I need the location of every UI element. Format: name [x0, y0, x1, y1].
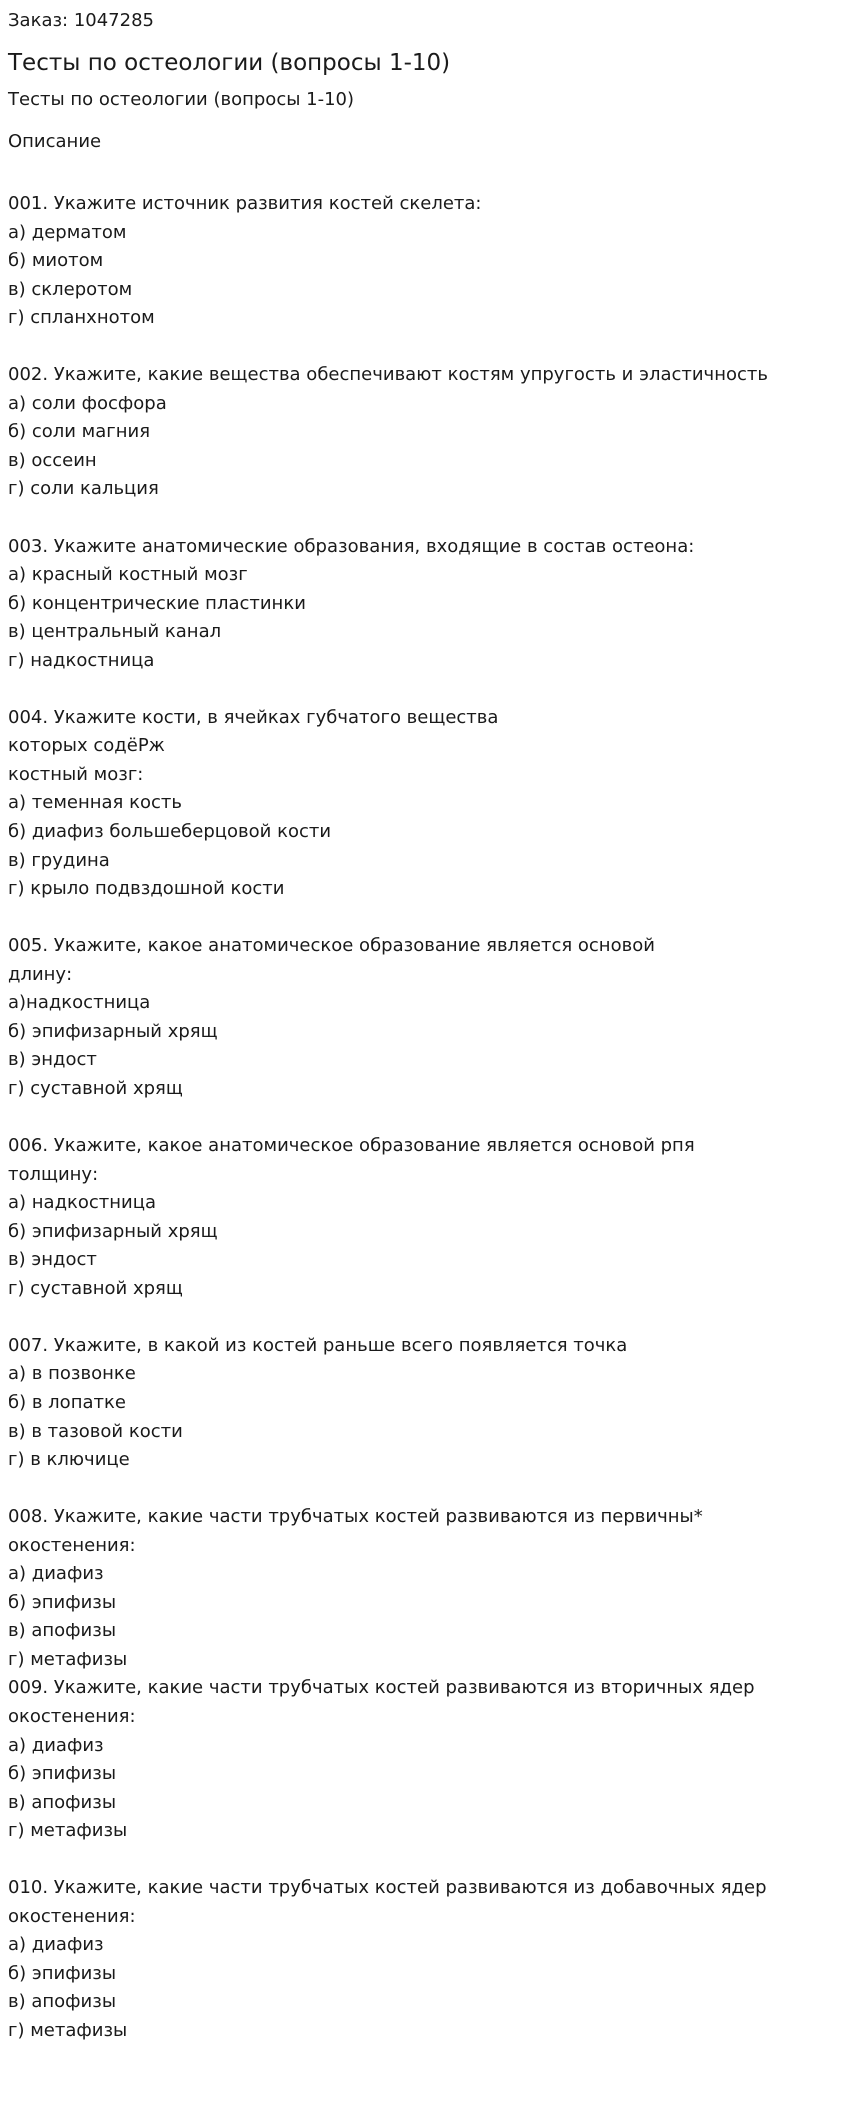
description-line: в) грудина — [8, 849, 110, 871]
description-line: б) соли магния — [8, 421, 151, 443]
description-line: в) апофизы — [8, 1991, 117, 2013]
description-body — [8, 190, 768, 2046]
description-line: б) эпифизы — [8, 1763, 117, 1785]
blank-line — [8, 904, 768, 933]
description-line: в) в тазовой кости — [8, 1420, 183, 1442]
description-line: 005. Укажите, какое анатомическое образование является основой — [8, 935, 655, 957]
description-line: толщину: — [8, 1163, 99, 1185]
description-line: а) теменная кость — [8, 792, 182, 814]
description-line: г) суставной хрящ — [8, 1277, 183, 1299]
description-line: г) суставной хрящ — [8, 1077, 183, 1099]
description-line: 001. Укажите источник развития костей скелета: — [8, 193, 482, 214]
description-line: а) красный костный мозг — [8, 564, 248, 586]
description-line: окостенения: — [8, 1905, 136, 1927]
description-line: окостенения: — [8, 1534, 136, 1556]
description-line: б) эпифизарный хрящ — [8, 1020, 218, 1042]
description-line: г) метафизы — [8, 1820, 128, 1842]
description-line: которых содёРж — [8, 735, 165, 757]
description-line: 010. Укажите, какие части трубчатых костей развиваются из добавочных ядер — [8, 1877, 767, 1899]
blank-line — [8, 1846, 768, 1875]
description-line: в) апофизы — [8, 1791, 117, 1813]
description-line: г) крыло подвздошной кости — [8, 878, 285, 900]
description-line: б) эпифизы — [8, 1962, 117, 1984]
description-line: 002. Укажите, какие вещества обеспечивают костям упругость и эластичность — [8, 364, 768, 386]
description-line: а) диафиз — [8, 1563, 104, 1585]
description-line: длину: — [8, 963, 73, 985]
description-line: 009. Укажите, какие части трубчатых костей развиваются из вторичных ядер — [8, 1677, 755, 1699]
description-line: б) миотом — [8, 250, 104, 272]
description-line: б) эпифизарный хрящ — [8, 1220, 218, 1242]
description-line: окостенения: — [8, 1705, 136, 1727]
description-line: б) концентрические пластинки — [8, 592, 306, 614]
description-line: 008. Укажите, какие части трубчатых костей развиваются из первичны* — [8, 1506, 703, 1528]
blank-line — [8, 1303, 768, 1332]
description-line: г) соли кальция — [8, 478, 159, 500]
description-line: б) в лопатке — [8, 1391, 126, 1413]
description-line: в) оссеин — [8, 449, 97, 471]
description-line: а) соли фосфора — [8, 392, 167, 414]
description-line: б) диафиз большеберцовой кости — [8, 821, 332, 843]
description-line: б) эпифизы — [8, 1591, 117, 1613]
description-line: 003. Укажите анатомические образования, входящие в состав остеона: — [8, 535, 695, 557]
description-line: 004. Укажите кости, в ячейках губчатого вещества — [8, 706, 499, 728]
description-line: а) диафиз — [8, 1934, 104, 1956]
blank-line — [8, 675, 768, 704]
description-line: а) диафиз — [8, 1734, 104, 1756]
blank-line — [8, 504, 768, 533]
description-line: 006. Укажите, какое анатомическое образование является основой рпя — [8, 1135, 695, 1157]
description-heading: Описание — [8, 131, 102, 152]
description-line: в) склеротом — [8, 278, 133, 300]
description-line: а) надкостница — [8, 1192, 157, 1214]
order-number: Заказ: 1047285 — [8, 10, 154, 31]
blank-line — [8, 1104, 768, 1133]
description-line: г) метафизы — [8, 1648, 128, 1670]
blank-line — [8, 333, 768, 362]
page-subtitle: Тесты по остеологии (вопросы 1-10) — [8, 89, 355, 110]
description-line: в) апофизы — [8, 1620, 117, 1642]
description-line: в) эндост — [8, 1049, 97, 1071]
blank-line — [8, 1475, 768, 1504]
page-title: Тесты по остеологии (вопросы 1-10) — [8, 50, 451, 76]
description-line: г) спланхнотом — [8, 307, 155, 329]
description-line: 007. Укажите, в какой из костей раньше всего появляется точка — [8, 1334, 628, 1356]
description-line: а) дерматом — [8, 221, 127, 243]
description-line: в) центральный канал — [8, 621, 222, 643]
description-line: а)надкостница — [8, 992, 151, 1014]
description-line: в) эндост — [8, 1249, 97, 1271]
description-line: г) метафизы — [8, 2020, 128, 2041]
description-line: г) надкостница — [8, 649, 155, 671]
description-line: а) в позвонке — [8, 1363, 136, 1385]
description-line: костный мозг: — [8, 763, 144, 785]
description-line: г) в ключице — [8, 1449, 130, 1471]
